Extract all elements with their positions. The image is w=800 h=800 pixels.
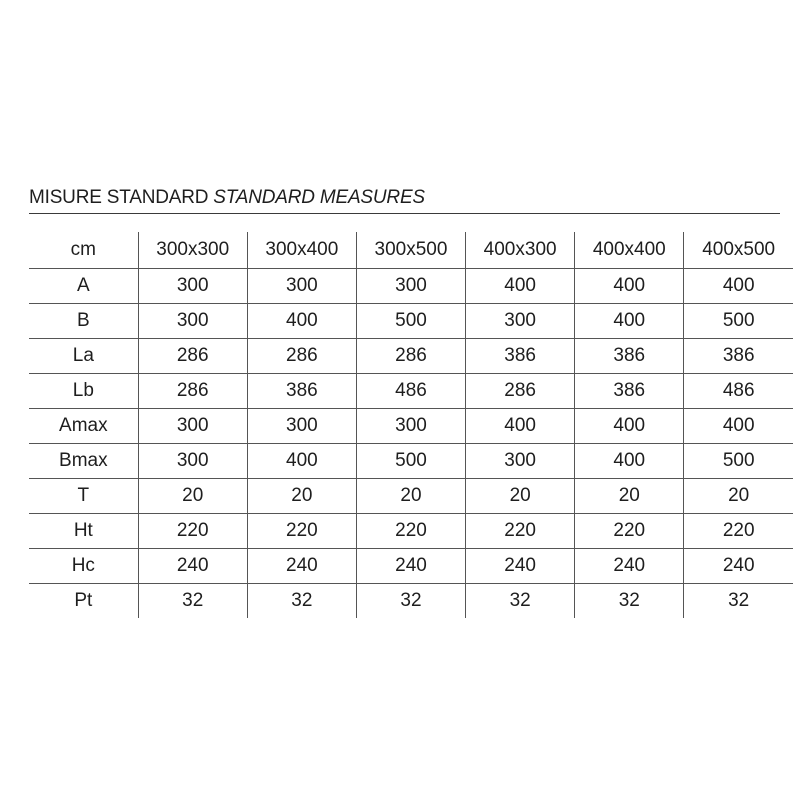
row-label: Bmax	[29, 444, 138, 479]
table-cell: 32	[356, 584, 465, 619]
table-row	[29, 304, 793, 339]
table-cell: 500	[356, 304, 465, 339]
table-cell: 400	[466, 269, 575, 304]
table-cell: 32	[575, 584, 684, 619]
table-cell: 500	[684, 444, 793, 479]
table-cell: 220	[575, 514, 684, 549]
title-divider	[29, 213, 780, 214]
table-cell: 386	[247, 374, 356, 409]
table-row	[29, 339, 793, 374]
title-italic: STANDARD MEASURES	[213, 187, 425, 208]
table-cell: 400	[575, 269, 684, 304]
title-main: MISURE STANDARD	[29, 187, 209, 208]
table-cell: 286	[466, 374, 575, 409]
page-title	[29, 185, 780, 213]
table-cell: 286	[138, 339, 247, 374]
column-header: 300x500	[356, 232, 465, 269]
table-body	[29, 269, 793, 619]
table-cell: 400	[575, 444, 684, 479]
table-cell: 286	[247, 339, 356, 374]
column-header: 400x500	[684, 232, 793, 269]
header-row	[29, 232, 793, 269]
table-row	[29, 444, 793, 479]
table-cell: 300	[138, 304, 247, 339]
table-cell: 240	[356, 549, 465, 584]
table-cell: 500	[684, 304, 793, 339]
table-cell: 300	[138, 444, 247, 479]
column-header: 300x300	[138, 232, 247, 269]
column-header: 300x400	[247, 232, 356, 269]
table-cell: 400	[466, 409, 575, 444]
table-cell: 486	[356, 374, 465, 409]
row-label: Pt	[74, 590, 93, 611]
table-cell: 300	[247, 269, 356, 304]
table-cell: 300	[138, 269, 247, 304]
table-row	[29, 479, 793, 514]
column-header: 400x400	[575, 232, 684, 269]
table-cell: 400	[684, 269, 793, 304]
table-cell: 386	[575, 339, 684, 374]
table-row	[29, 269, 793, 304]
row-label: A	[29, 269, 138, 304]
table-cell: 240	[466, 549, 575, 584]
table-cell: 286	[138, 374, 247, 409]
table-cell: 20	[684, 479, 793, 514]
table-cell: 32	[466, 584, 575, 619]
table-cell: 300	[356, 409, 465, 444]
table-cell: 400	[247, 444, 356, 479]
row-label: La	[29, 339, 138, 374]
table-cell: 300	[138, 409, 247, 444]
table-cell: 220	[138, 514, 247, 549]
table-cell: 240	[247, 549, 356, 584]
table-cell: 400	[575, 304, 684, 339]
table-cell: 32	[138, 584, 247, 619]
table-cell: 386	[466, 339, 575, 374]
column-header: 400x300	[466, 232, 575, 269]
table-cell: 300	[466, 444, 575, 479]
table-cell: 32	[247, 584, 356, 619]
table-cell: 300	[247, 409, 356, 444]
row-label: Hc	[29, 549, 138, 584]
table-cell: 220	[684, 514, 793, 549]
table-cell: 240	[138, 549, 247, 584]
row-label: B	[29, 304, 138, 339]
table-cell: 240	[575, 549, 684, 584]
unit-header-cell: cm	[29, 232, 138, 269]
table-row	[29, 514, 793, 549]
table-cell: 20	[247, 479, 356, 514]
row-label: T	[29, 479, 138, 514]
table-cell: 240	[684, 549, 793, 584]
table-cell: 300	[356, 269, 465, 304]
table-cell: 400	[575, 409, 684, 444]
table-row	[29, 584, 793, 619]
table-cell: 20	[138, 479, 247, 514]
table-cell: 220	[356, 514, 465, 549]
row-label: Ht	[29, 514, 138, 549]
table-cell: 486	[684, 374, 793, 409]
table-cell: 386	[575, 374, 684, 409]
table-cell: 286	[356, 339, 465, 374]
table-cell: 500	[356, 444, 465, 479]
row-label: Amax	[29, 409, 138, 444]
table-row	[29, 409, 793, 444]
table-cell: 400	[247, 304, 356, 339]
table-cell: 400	[684, 409, 793, 444]
table-cell: 300	[466, 304, 575, 339]
table-row	[29, 374, 793, 409]
measures-table	[29, 232, 793, 618]
table-cell: 20	[356, 479, 465, 514]
table-cell: 220	[247, 514, 356, 549]
table-cell: 20	[466, 479, 575, 514]
table-cell: 20	[575, 479, 684, 514]
table-cell: 32	[684, 584, 793, 619]
row-label: Lb	[29, 374, 138, 409]
table-cell: 386	[684, 339, 793, 374]
table-row	[29, 549, 793, 584]
table-cell: 220	[466, 514, 575, 549]
